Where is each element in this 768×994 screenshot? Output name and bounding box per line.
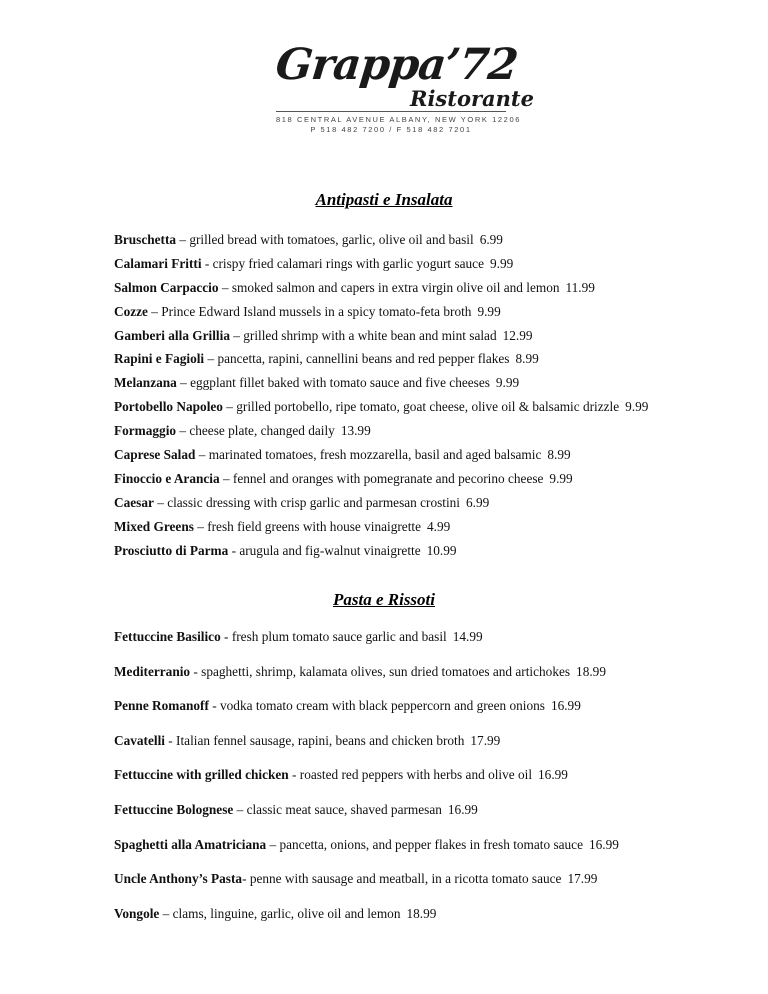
pasta-menu-list <box>114 620 619 931</box>
menu-item-description: fresh plum tomato sauce garlic and basil <box>231 629 447 644</box>
menu-item-description: grilled shrimp with a white bean and mint salad <box>243 327 497 343</box>
menu-item-price: 6.99 <box>479 232 503 247</box>
menu-item-name: Calamari Fritti <box>114 255 202 271</box>
menu-item-description: vodka tomato cream with black peppercorn and green onions <box>220 698 545 714</box>
menu-item-description: classic meat sauce, shaved parmesan <box>246 801 442 817</box>
menu-item <box>114 467 648 491</box>
menu-item-name: Mediterranio <box>114 663 191 679</box>
menu-item-description: clams, linguine, garlic, olive oil and lemon <box>172 905 401 921</box>
menu-item-separator: – <box>219 470 233 486</box>
menu-item-price: 9.99 <box>549 470 573 486</box>
menu-item-separator: – <box>193 518 208 534</box>
menu-item-separator: - <box>164 732 177 748</box>
menu-item-description: grilled bread with tomatoes, garlic, olive oil and basil <box>189 232 474 247</box>
menu-item-description: spaghetti, shrimp, kalamata olives, sun dried tomatoes and artichokes <box>201 663 571 679</box>
menu-item-price: 17.99 <box>567 871 598 887</box>
menu-item-separator: - <box>190 663 202 679</box>
menu-item-name: Cozze <box>114 303 148 319</box>
restaurant-phone: P 518 482 7200 / F 518 482 7201 <box>310 125 472 134</box>
menu-item-description: pancetta, rapini, cannellini beans and red pepper flakes <box>217 351 510 367</box>
menu-item-description: fresh field greens with house vinaigrette <box>207 518 421 534</box>
menu-item-description: eggplant fillet baked with tomato sauce and five cheeses <box>190 375 490 391</box>
menu-item <box>114 300 648 324</box>
menu-item <box>114 419 648 443</box>
menu-item-price: 6.99 <box>466 494 490 510</box>
menu-item-name: Vongole <box>114 905 160 921</box>
menu-item-description: Italian fennel sausage, rapini, beans and chicken broth <box>176 732 465 748</box>
menu-item <box>114 515 648 539</box>
menu-item <box>114 539 648 563</box>
menu-item-description: pancetta, onions, and pepper flakes in fresh tomato sauce <box>279 836 583 852</box>
menu-item-price: 9.99 <box>477 303 501 319</box>
menu-item-name: Bruschetta <box>114 232 177 247</box>
menu-item-separator: – <box>195 447 209 463</box>
menu-item <box>114 758 619 793</box>
menu-item <box>114 897 619 932</box>
antipasti-section-title: Antipasti e Insalata <box>315 190 453 209</box>
menu-item-price: 9.99 <box>489 255 514 271</box>
menu-item-price: 18.99 <box>406 905 437 921</box>
menu-item-separator: – <box>266 836 280 852</box>
menu-item-separator: - <box>288 767 300 783</box>
menu-item <box>114 347 648 371</box>
menu-item-name: Melanzana <box>114 375 177 391</box>
menu-item <box>114 491 648 515</box>
pasta-section-title: Pasta e Rissoti <box>332 590 435 609</box>
menu-item-name: Portobello Napoleo <box>114 399 223 415</box>
menu-item-price: 17.99 <box>470 732 501 748</box>
menu-item-separator: – <box>153 494 168 510</box>
menu-item-name: Fettuccine Bolognese <box>114 801 234 817</box>
menu-item-description: cheese plate, changed daily <box>189 423 335 439</box>
menu-item-description: penne with sausage and meatball, in a ricotta tomato sauce <box>249 871 562 887</box>
menu-item-name: Formaggio <box>114 423 177 439</box>
menu-item-price: 16.99 <box>589 836 619 852</box>
menu-item-name: Mixed Greens <box>114 518 194 534</box>
menu-item-name: Spaghetti alla Amatriciana <box>114 836 267 852</box>
menu-item-price: 8.99 <box>547 447 571 463</box>
menu-item <box>114 655 619 690</box>
logo-subtitle: Ristorante <box>410 86 534 111</box>
menu-item-separator: – <box>222 399 237 415</box>
menu-item-price: 4.99 <box>427 518 451 534</box>
menu-item-price: 16.99 <box>447 801 478 817</box>
menu-item-separator: – <box>147 303 162 319</box>
menu-item-name: Caesar <box>114 494 154 510</box>
menu-item-name: Gamberi alla Grillia <box>114 327 230 343</box>
menu-item-separator: – <box>176 423 190 439</box>
logo-divider <box>276 111 506 112</box>
menu-item-description: crispy fried calamari rings with garlic yogurt sauce <box>212 255 484 271</box>
menu-item-price: 11.99 <box>565 279 595 295</box>
menu-item-description: roasted red peppers with herbs and olive oil <box>299 767 533 783</box>
menu-item <box>114 689 619 724</box>
restaurant-logo <box>273 40 534 134</box>
menu-item-price: 8.99 <box>515 351 539 367</box>
menu-item-price: 18.99 <box>576 663 606 679</box>
menu-item-name: Salmon Carpaccio <box>114 279 219 295</box>
menu-item-description: fennel and oranges with pomegranate and pecorino cheese <box>232 470 544 486</box>
menu-item <box>114 228 648 252</box>
menu-item <box>114 620 619 655</box>
menu-item-name: Caprese Salad <box>114 447 196 463</box>
menu-item <box>114 252 648 276</box>
menu-item-separator: - <box>242 871 250 887</box>
menu-item <box>114 862 619 897</box>
menu-item <box>114 828 619 863</box>
menu-item-separator: - <box>228 542 240 558</box>
menu-item-price: 16.99 <box>538 767 568 783</box>
menu-item <box>114 724 619 759</box>
menu-item-description: grilled portobello, ripe tomato, goat cheese, olive oil & balsamic drizzle <box>236 399 620 415</box>
menu-item-description: smoked salmon and capers in extra virgin olive oil and lemon <box>231 279 560 295</box>
menu-item-price: 14.99 <box>452 629 483 644</box>
menu-item-price: 9.99 <box>495 375 520 391</box>
menu-item-separator: - <box>201 255 213 271</box>
menu-item-name: Fettuccine Basilico <box>114 629 221 644</box>
menu-item-name: Prosciutto di Parma <box>114 542 229 558</box>
antipasti-menu-list <box>114 228 648 562</box>
menu-item-separator: - <box>220 629 232 644</box>
menu-item <box>114 324 648 348</box>
menu-item <box>114 443 648 467</box>
menu-item-separator: – <box>218 279 232 295</box>
menu-item-separator: – <box>229 327 244 343</box>
menu-item-price: 12.99 <box>502 327 533 343</box>
menu-item-name: Penne Romanoff <box>114 698 209 714</box>
menu-item-separator: – <box>176 375 191 391</box>
menu-item-separator: – <box>204 351 218 367</box>
menu-item-description: Prince Edward Island mussels in a spicy tomato-feta broth <box>161 303 472 319</box>
menu-item <box>114 395 648 419</box>
menu-item-description: marinated tomatoes, fresh mozzarella, basil and aged balsamic <box>208 447 542 463</box>
menu-item <box>114 793 619 828</box>
menu-item-price: 10.99 <box>426 542 457 558</box>
menu-item-name: Finoccio e Arancia <box>114 470 220 486</box>
menu-item <box>114 276 648 300</box>
restaurant-address: 818 CENTRAL AVENUE ALBANY, NEW YORK 12206 <box>276 115 521 124</box>
menu-item-name: Fettuccine with grilled chicken <box>114 767 289 783</box>
menu-item-description: classic dressing with crisp garlic and parmesan crostini <box>167 494 461 510</box>
menu-item-price: 13.99 <box>340 423 371 439</box>
logo-wordmark: Grappa’72 <box>273 40 520 90</box>
menu-item-separator: – <box>233 801 247 817</box>
menu-item-price: 16.99 <box>550 698 581 714</box>
menu-item-name: Uncle Anthony’s Pasta <box>114 871 243 887</box>
menu-item-separator: - <box>208 698 220 714</box>
menu-item <box>114 371 648 395</box>
menu-item-description: arugula and fig-walnut vinaigrette <box>239 542 421 558</box>
menu-item-price: 9.99 <box>625 399 649 415</box>
menu-item-name: Cavatelli <box>114 732 165 748</box>
menu-item-separator: – <box>159 905 173 921</box>
menu-item-name: Rapini e Fagioli <box>114 351 205 367</box>
menu-item-separator: – <box>176 232 190 247</box>
